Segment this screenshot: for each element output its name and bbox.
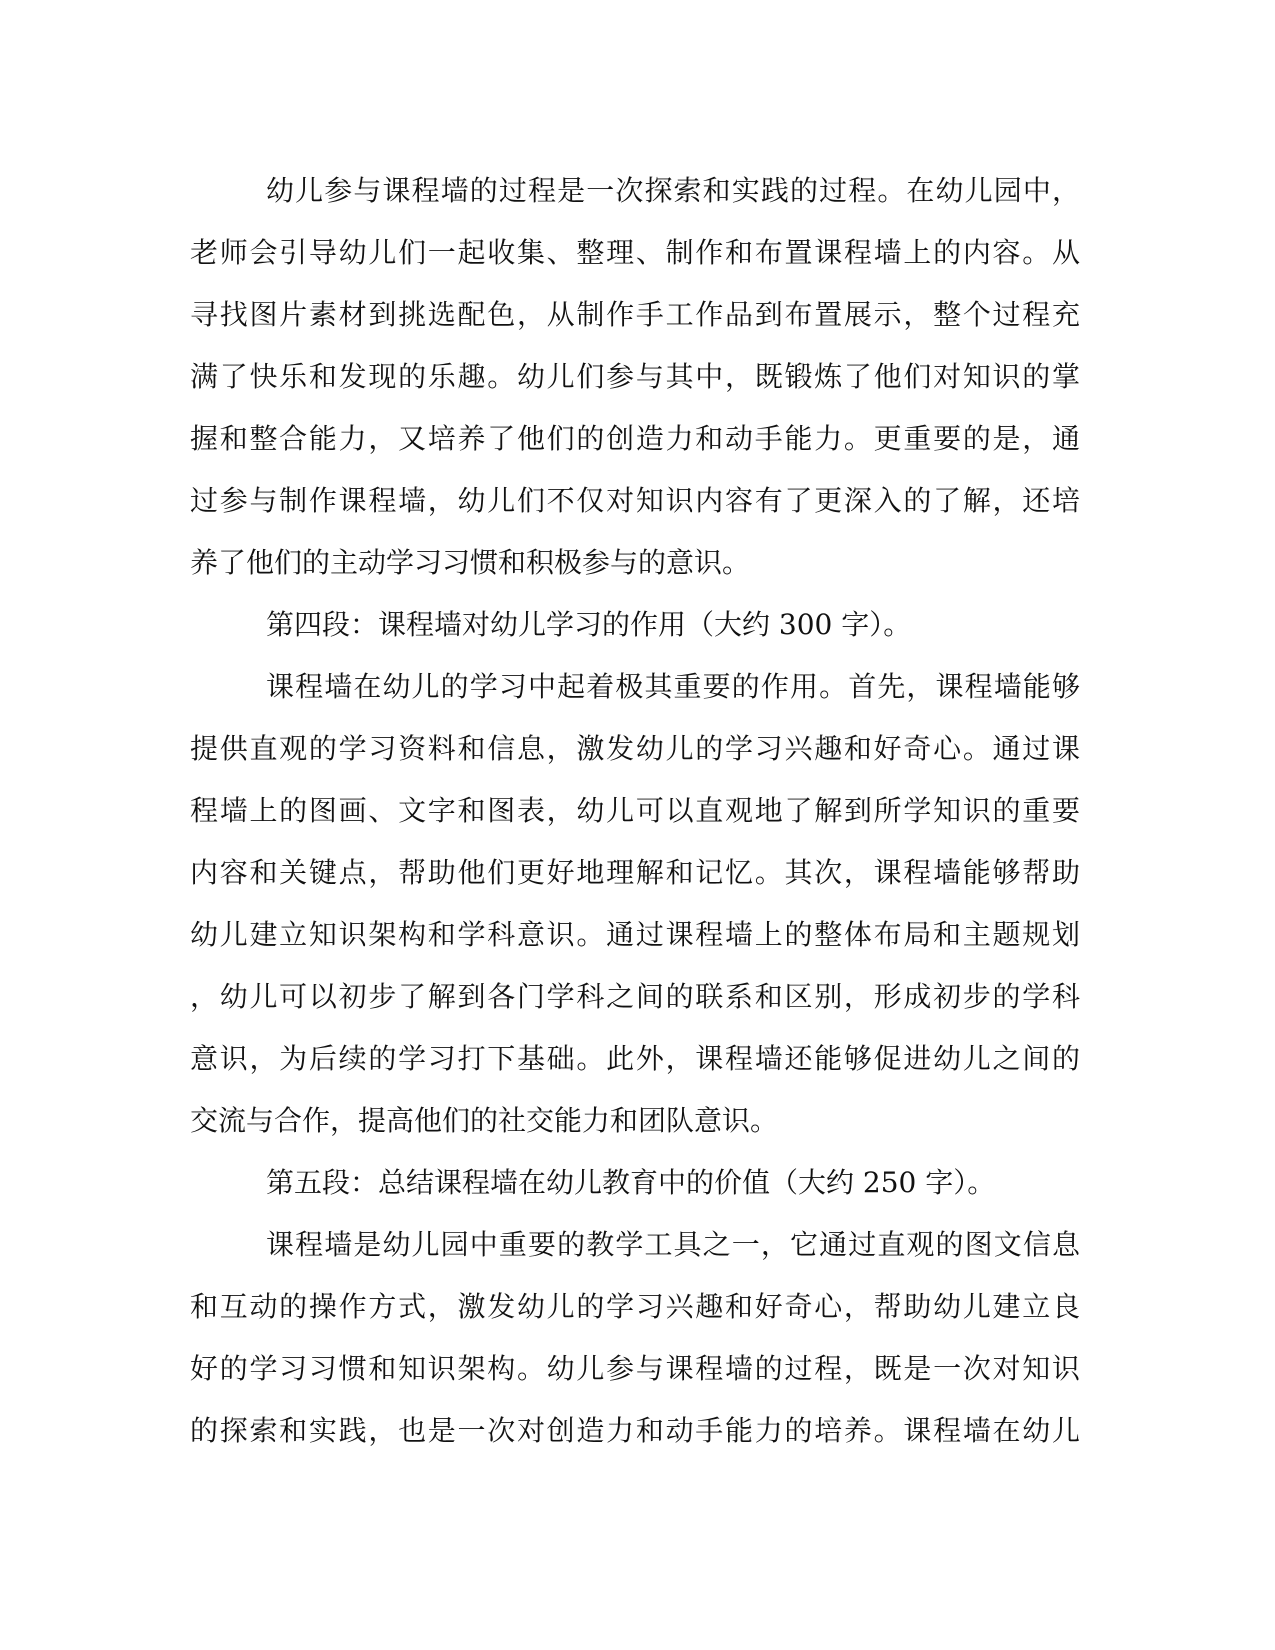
paragraph-line: 内容和关键点，帮助他们更好地理解和记忆。其次，课程墙能够帮助 [190,856,1080,889]
paragraph-line: 过参与制作课程墙，幼儿们不仅对知识内容有了更深入的了解，还培 [190,484,1080,517]
paragraph-line: 老师会引导幼儿们一起收集、整理、制作和布置课程墙上的内容。从 [190,236,1080,269]
paragraph-line: 好的学习习惯和知识架构。幼儿参与课程墙的过程，既是一次对知识 [190,1352,1080,1385]
paragraph-line: 满了快乐和发现的乐趣。幼儿们参与其中，既锻炼了他们对知识的掌 [190,360,1080,393]
paragraph-line: 意识，为后续的学习打下基础。此外，课程墙还能够促进幼儿之间的 [190,1042,1080,1075]
section-heading-5 [190,1152,1080,1214]
section-heading-line: 第四段：课程墙对幼儿学习的作用（大约 300 字）。 [266,608,912,641]
paragraph-line: 握和整合能力，又培养了他们的创造力和动手能力。更重要的是，通 [190,422,1080,455]
document-body [190,160,1080,1462]
paragraph-line: 程墙上的图画、文字和图表，幼儿可以直观地了解到所学知识的重要 [190,794,1080,827]
paragraph-3 [190,656,1080,1152]
paragraph-line: 提供直观的学习资料和信息，激发幼儿的学习兴趣和好奇心。通过课 [190,732,1080,765]
paragraph-5 [190,1214,1080,1462]
paragraph-line: 和互动的操作方式，激发幼儿的学习兴趣和好奇心，帮助幼儿建立良 [190,1290,1080,1323]
paragraph-line: 幼儿参与课程墙的过程是一次探索和实践的过程。在幼儿园中， [266,174,1080,207]
paragraph-line: 的探索和实践，也是一次对创造力和动手能力的培养。课程墙在幼儿 [190,1414,1080,1447]
paragraph-line: 幼儿建立知识架构和学科意识。通过课程墙上的整体布局和主题规划 [190,918,1080,951]
section-heading-4 [190,594,1080,656]
paragraph-line: 寻找图片素材到挑选配色，从制作手工作品到布置展示，整个过程充 [190,298,1080,331]
paragraph-line: 养了他们的主动学习习惯和积极参与的意识。 [190,546,751,579]
paragraph-line: 课程墙在幼儿的学习中起着极其重要的作用。首先，课程墙能够 [266,670,1080,703]
paragraph-line: ，幼儿可以初步了解到各门学科之间的联系和区别，形成初步的学科 [190,980,1080,1013]
paragraph-line: 交流与合作，提高他们的社交能力和团队意识。 [190,1104,779,1137]
paragraph-line: 课程墙是幼儿园中重要的教学工具之一，它通过直观的图文信息 [266,1228,1080,1261]
paragraph-1 [190,160,1080,594]
section-heading-line: 第五段：总结课程墙在幼儿教育中的价值（大约 250 字）。 [266,1166,996,1199]
